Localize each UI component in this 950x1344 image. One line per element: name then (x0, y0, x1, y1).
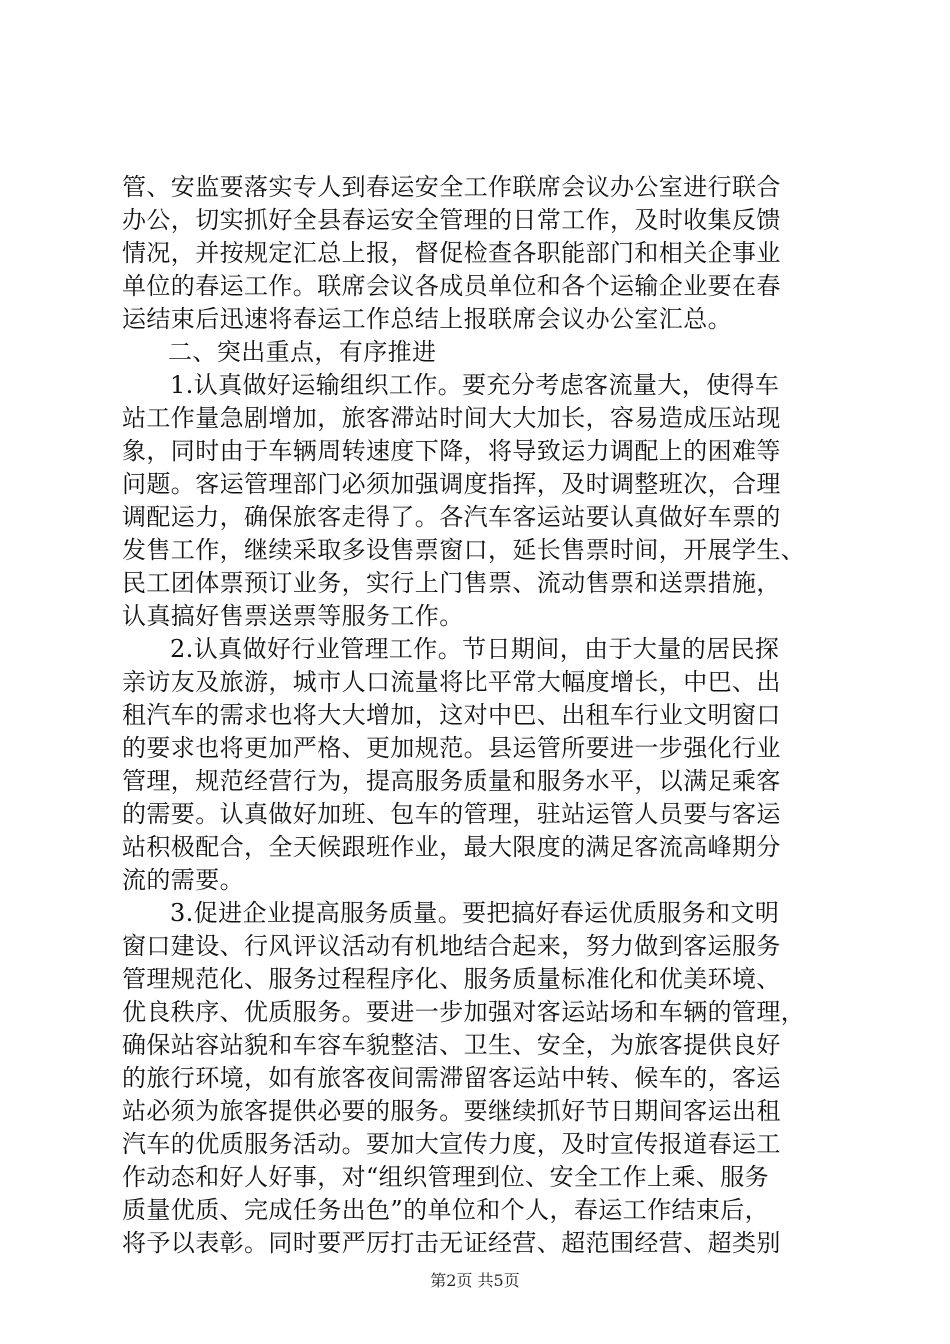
text-line: 将予以表彰。同时要严厉打击无证经营、超范围经营、超类别 (122, 1229, 781, 1257)
page-number-label: 第2页 共5页 (430, 1271, 520, 1290)
text-line: 办公，切实抓好全县春运安全管理的日常工作，及时收集反馈 (122, 206, 781, 234)
text-line: 作动态和好人好事，对“组织管理到位、安全工作上乘、服务 (122, 1163, 770, 1191)
text-line: 认真搞好售票送票等服务工作。 (122, 602, 464, 630)
text-line: 的旅行环境，如有旅客夜间需滞留客运站中转、候车的，客运 (122, 1064, 781, 1092)
text-line: 管理规范化、服务过程程序化、服务质量标准化和优美环境、 (122, 965, 781, 993)
text-line: 汽车的优质服务活动。要加大宣传力度，及时宣传报道春运工 (122, 1130, 781, 1158)
text-line: 的要求也将更加严格、更加规范。县运管所要进一步强化行业 (122, 734, 781, 762)
text-line: 情况，并按规定汇总上报，督促检查各职能部门和相关企事业 (122, 239, 781, 267)
text-line: 象，同时由于车辆周转速度下降，将导致运力调配上的困难等 (122, 437, 781, 465)
paragraph-start: 3.促进企业提高服务质量。要把搞好春运优质服务和文明 (170, 899, 780, 927)
text-line: 调配运力，确保旅客走得了。各汽车客运站要认真做好车票的 (122, 503, 781, 531)
text-line: 站积极配合，全天候跟班作业，最大限度的满足客流高峰期分 (122, 833, 781, 861)
paragraph-start: 1.认真做好运输组织工作。要充分考虑客流量大，使得车 (170, 371, 780, 399)
text-line: 确保站容站貌和车容车貌整洁、卫生、安全，为旅客提供良好 (122, 1031, 781, 1059)
text-line: 运结束后迅速将春运工作总结上报联席会议办公室汇总。 (122, 305, 732, 333)
text-line: 管、安监要落实专人到春运安全工作联席会议办公室进行联合 (122, 173, 781, 201)
text-line: 流的需要。 (122, 866, 244, 894)
text-line: 民工团体票预订业务，实行上门售票、流动售票和送票措施， (122, 569, 781, 597)
text-line: 单位的春运工作。联席会议各成员单位和各个运输企业要在春 (122, 272, 781, 300)
text-line: 优良秩序、优质服务。要进一步加强对客运站场和车辆的管理， (122, 998, 806, 1026)
text-line: 站必须为旅客提供必要的服务。要继续抓好节日期间客运出租 (122, 1097, 781, 1125)
text-line: 租汽车的需求也将大大增加，这对中巴、出租车行业文明窗口 (122, 701, 781, 729)
text-line: 管理，规范经营行为，提高服务质量和服务水平，以满足乘客 (122, 767, 781, 795)
text-line: 质量优质、完成任务出色”的单位和个人，春运工作结束后， (122, 1196, 770, 1224)
section-heading: 二、突出重点，有序推进 (168, 338, 437, 366)
text-line: 的需要。认真做好加班、包车的管理，驻站运管人员要与客运 (122, 800, 781, 828)
text-line: 窗口建设、行风评议活动有机地结合起来，努力做到客运服务 (122, 932, 781, 960)
text-line: 问题。客运管理部门必须加强调度指挥，及时调整班次，合理 (122, 470, 781, 498)
paragraph-start: 2.认真做好行业管理工作。节日期间，由于大量的居民探 (170, 635, 780, 663)
text-line: 站工作量急剧增加，旅客滞站时间大大加长，容易造成压站现 (122, 404, 781, 432)
text-line: 发售工作，继续采取多设售票窗口，延长售票时间，开展学生、 (122, 536, 806, 564)
page-footer (0, 1271, 950, 1291)
text-line: 亲访友及旅游，城市人口流量将比平常大幅度增长，中巴、出 (122, 668, 781, 696)
document-body (122, 171, 834, 1260)
